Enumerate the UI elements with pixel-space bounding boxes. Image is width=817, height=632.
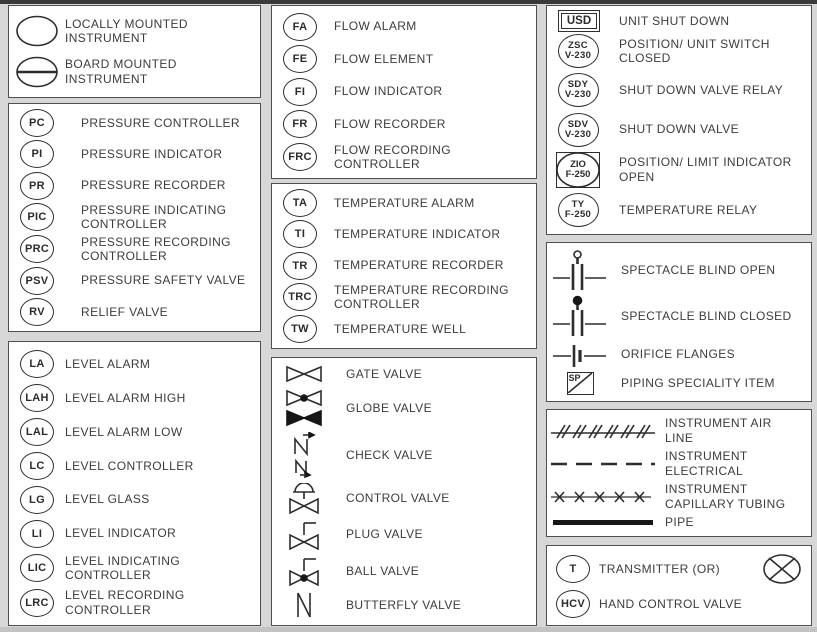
instrument-tag: LAL (20, 418, 54, 446)
plug-valve-icon (286, 519, 322, 551)
legend-row (547, 515, 811, 529)
panel-valves (271, 357, 537, 626)
legend-row (547, 372, 811, 395)
legend-label: PRESSURE CONTROLLER (81, 115, 240, 130)
legend-row (9, 267, 260, 295)
legend-row (272, 483, 536, 515)
legend-label: INSTRUMENT ELECTRICAL (665, 449, 748, 478)
instrument-tag: LRC (20, 589, 54, 617)
legend-label: POSITION/ LIMIT INDICATOR OPEN (619, 155, 792, 184)
instrument-tag: RV (20, 298, 54, 326)
instrument-tag: LI (20, 520, 54, 548)
instrument-tag: T (556, 555, 590, 583)
panel-fittings (546, 242, 812, 402)
legend-row (272, 13, 536, 41)
legend-label: FLOW INDICATOR (334, 84, 443, 99)
instrument-tag: LG (20, 486, 54, 514)
legend-label: ORIFICE FLANGES (621, 347, 736, 362)
butterfly-valve-icon (295, 591, 313, 619)
legend-label: CONTROL VALVE (346, 491, 450, 506)
locally-mounted-instrument-icon (14, 14, 60, 48)
instrument-tag: PRC (20, 235, 54, 263)
legend-label: PIPE (665, 515, 694, 530)
legend-row (9, 14, 260, 48)
legend-row (272, 519, 536, 551)
usd-tag-box: USD (561, 13, 597, 29)
zio-boxed-circle-tag: ZIO F-250 (556, 152, 600, 188)
legend-row (9, 235, 260, 264)
legend-row (9, 520, 260, 548)
legend-row (9, 384, 260, 412)
legend-label: HAND CONTROL VALVE (599, 596, 743, 611)
instrument-tag: FI (283, 78, 317, 106)
legend-row (272, 555, 536, 587)
legend-label: BALL VALVE (346, 563, 420, 578)
legend-row (547, 249, 811, 291)
legend-row (272, 388, 536, 428)
legend-label: FLOW RECORDING CONTROLLER (334, 142, 451, 172)
panel-pressure (8, 103, 261, 332)
legend-label: SHUT DOWN VALVE RELAY (619, 83, 784, 98)
legend-row (272, 283, 536, 312)
bottom-border-strip (0, 627, 817, 632)
legend-row (547, 73, 811, 107)
instrument-tag: TY F-250 (558, 193, 599, 227)
legend-label: TEMPERATURE INDICATOR (334, 227, 501, 242)
legend-label: POSITION/ UNIT SWITCH CLOSED (619, 36, 770, 66)
panel-line-types (546, 409, 812, 537)
instrument-tag: FE (283, 45, 317, 73)
legend-row (9, 203, 260, 232)
legend-label: INSTRUMENT AIR LINE (665, 416, 772, 445)
instrument-tag: PC (20, 109, 54, 137)
legend-row (547, 449, 811, 478)
instrument-tag: LAH (20, 384, 54, 412)
instrument-tag: PSV (20, 267, 54, 295)
legend-label: LEVEL INDICATOR (65, 526, 177, 541)
instrument-tag: HCV (556, 590, 590, 618)
legend-row (547, 482, 811, 511)
legend-row (9, 55, 260, 89)
legend-label: FLOW ALARM (334, 19, 417, 34)
board-mounted-instrument-icon (14, 55, 60, 89)
legend-row (547, 152, 811, 188)
legend-row (272, 78, 536, 106)
panel-shutdown-signals (546, 5, 812, 235)
legend-label: SHUT DOWN VALVE (619, 122, 740, 137)
gate-valve-icon (284, 364, 324, 384)
legend-label: FLOW RECORDER (334, 116, 446, 131)
legend-row (547, 553, 811, 585)
panel-flow (271, 5, 537, 179)
legend-label: PRESSURE RECORDING CONTROLLER (81, 234, 231, 264)
legend-row (547, 13, 811, 29)
panel-temperature (271, 183, 537, 349)
legend-row (547, 193, 811, 227)
ball-valve-icon (286, 555, 322, 587)
instrument-tag: FA (283, 13, 317, 41)
instrument-tag: PIC (20, 203, 54, 231)
legend-row (272, 432, 536, 478)
legend-row (272, 364, 536, 384)
legend-row (272, 189, 536, 217)
legend-row (9, 588, 260, 617)
instrument-tag: TR (283, 252, 317, 280)
legend-label: BOARD MOUNTED INSTRUMENT (65, 57, 177, 86)
legend-label: RELIEF VALVE (81, 304, 169, 319)
instrument-tag: PR (20, 172, 54, 200)
legend-row (9, 298, 260, 326)
spectacle-blind-open-icon (551, 249, 609, 291)
check-valve-icon (291, 432, 317, 478)
legend-row (272, 45, 536, 73)
legend-row (9, 109, 260, 137)
instrument-tag: TRC (283, 283, 317, 311)
orifice-flanges-icon (551, 342, 609, 368)
legend-row (9, 486, 260, 514)
instrument-tag: SDV V-230 (558, 113, 599, 147)
instrument-tag: FRC (283, 143, 317, 171)
legend-label: LOCALLY MOUNTED INSTRUMENT (65, 16, 188, 46)
legend-row (547, 342, 811, 368)
legend-label: SPECTACLE BLIND OPEN (621, 262, 776, 277)
legend-label: TEMPERATURE RELAY (619, 202, 758, 217)
legend-row (547, 590, 811, 618)
legend-label: PRESSURE INDICATOR (81, 147, 223, 162)
instrument-tag: LC (20, 452, 54, 480)
legend-label: PIPING SPECIALITY ITEM (621, 376, 775, 391)
legend-label: LEVEL CONTROLLER (65, 458, 194, 473)
legend-row (547, 34, 811, 68)
legend-row (9, 140, 260, 168)
legend-label: PLUG VALVE (346, 527, 423, 542)
legend-label: TEMPERATURE WELL (334, 321, 467, 336)
panel-level (8, 341, 261, 626)
legend-label: SPECTACLE BLIND CLOSED (621, 309, 792, 324)
legend-label: GLOBE VALVE (346, 401, 432, 416)
legend-label: PRESSURE INDICATING CONTROLLER (81, 202, 227, 232)
instrument-tag: SDY V-230 (558, 73, 599, 107)
legend-row (272, 315, 536, 343)
instrument-tag: TW (283, 315, 317, 343)
control-valve-icon (286, 483, 322, 515)
legend-row (547, 113, 811, 147)
panel-misc (546, 545, 812, 626)
legend-row (272, 220, 536, 248)
spectacle-blind-closed-icon (551, 295, 609, 337)
legend-label: TEMPERATURE ALARM (334, 196, 475, 210)
legend-row (9, 350, 260, 378)
instrument-air-line-icon (551, 422, 655, 440)
legend-row (547, 416, 811, 445)
legend-label: TEMPERATURE RECORDING CONTROLLER (334, 282, 509, 312)
legend-label: LEVEL GLASS (65, 492, 150, 507)
legend-label: TRANSMITTER (OR) (599, 561, 721, 576)
circle-x-icon (761, 553, 803, 585)
legend-label: UNIT SHUT DOWN (619, 13, 730, 28)
legend-label: GATE VALVE (346, 366, 423, 381)
legend-label: LEVEL ALARM (65, 356, 151, 371)
instrument-tag: FR (283, 110, 317, 138)
legend-label: CHECK VALVE (346, 448, 433, 463)
legend-label: LEVEL ALARM HIGH (65, 390, 186, 405)
legend-label: PRESSURE RECORDER (81, 178, 226, 193)
instrument-tag: TI (283, 220, 317, 248)
pipe-line-icon (553, 520, 653, 525)
legend-row (272, 143, 536, 172)
legend-label: INSTRUMENT CAPILLARY TUBING (665, 482, 786, 511)
legend-label: BUTTERFLY VALVE (346, 597, 462, 612)
legend-row (272, 591, 536, 619)
instrument-tag: LA (20, 350, 54, 378)
globe-valve-icon (284, 388, 324, 428)
legend-row (547, 295, 811, 337)
legend-row (9, 172, 260, 200)
instrument-tag: TA (283, 189, 317, 217)
instrument-tag: LIC (20, 554, 54, 582)
legend-row (272, 252, 536, 280)
legend-row (9, 452, 260, 480)
instrument-tag: PI (20, 140, 54, 168)
legend-label: FLOW ELEMENT (334, 51, 434, 66)
legend-label: PRESSURE SAFETY VALVE (81, 273, 246, 288)
instrument-capillary-line-icon (551, 490, 655, 504)
legend-row (272, 110, 536, 138)
legend-row (9, 418, 260, 446)
legend-row (9, 554, 260, 583)
legend-label: TEMPERATURE RECORDER (334, 258, 504, 273)
top-border-bar (0, 0, 817, 4)
instrument-tag: ZSC V-230 (558, 34, 599, 68)
legend-label: LEVEL INDICATING CONTROLLER (65, 553, 181, 582)
legend-label: LEVEL RECORDING CONTROLLER (65, 588, 185, 617)
legend-label: LEVEL ALARM LOW (65, 424, 183, 439)
panel-general-instruments (8, 5, 261, 98)
instrument-electrical-line-icon (551, 460, 655, 468)
piping-speciality-icon: SP (567, 372, 594, 395)
